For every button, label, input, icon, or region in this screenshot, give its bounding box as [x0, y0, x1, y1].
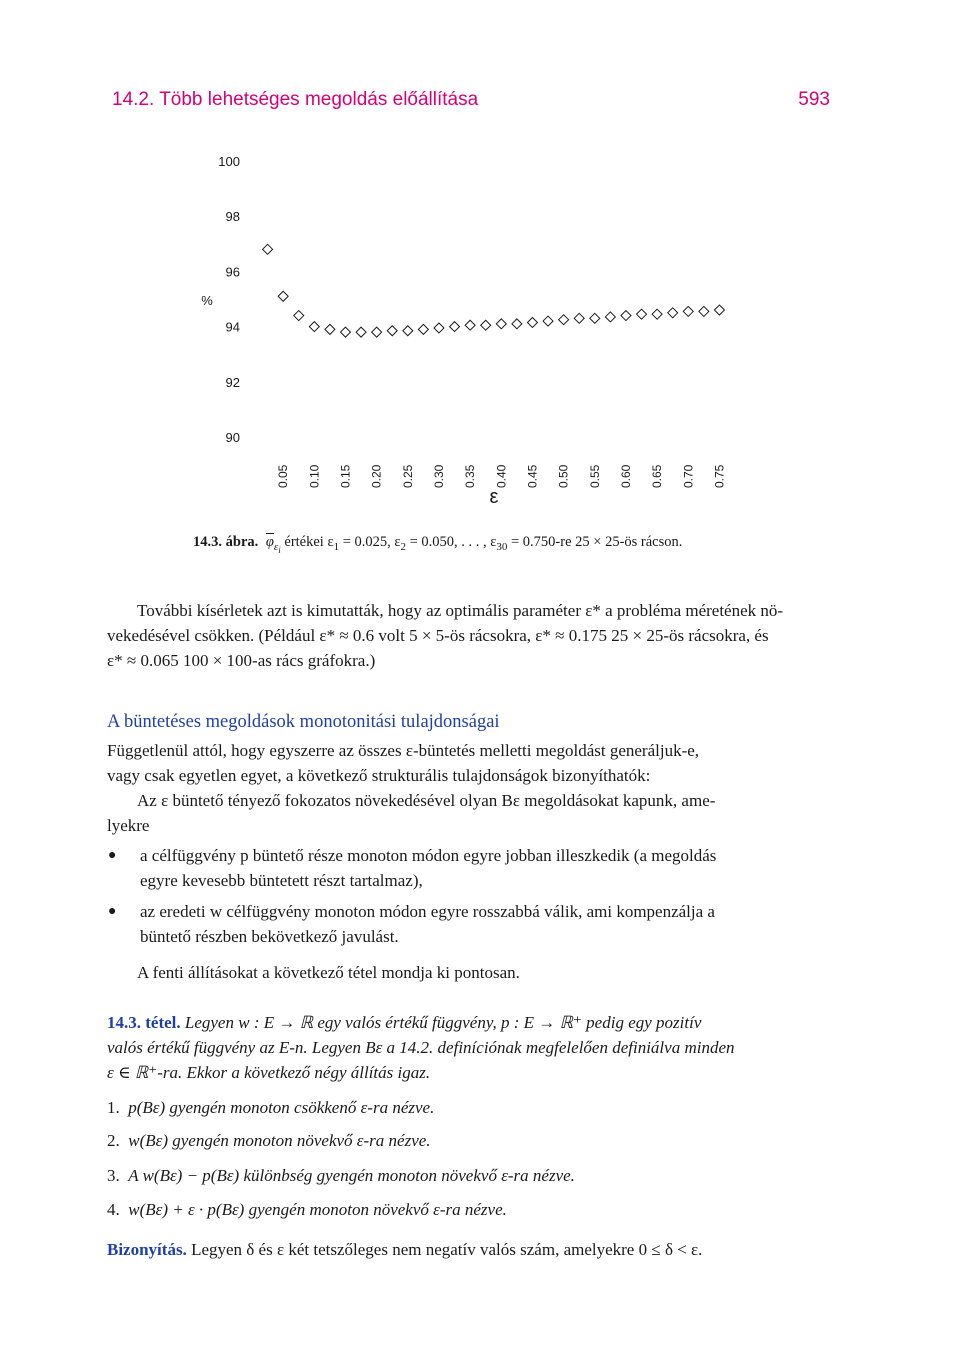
paragraph-further-experiments: [107, 598, 832, 623]
y-tick-label: 98: [225, 209, 240, 225]
data-point-marker: [714, 305, 724, 315]
theorem-label: 14.3. tétel.: [107, 1013, 181, 1032]
x-tick-label: 0.50: [556, 464, 571, 488]
y-tick-label: 100: [218, 154, 240, 169]
y-tick-label: 92: [225, 374, 240, 390]
figure-label: 14.3. ábra.: [193, 534, 259, 550]
data-point-marker: [372, 327, 382, 337]
claim-text: p(Bε) gyengén monoton csökkenő ε-ra nézve.: [128, 1098, 435, 1117]
paragraph2-line: lyekre: [107, 816, 150, 835]
paragraph-theorem-intro: A fenti állításokat a következő tétel mondja ki pontosan.: [137, 963, 520, 982]
data-point-marker: [637, 309, 647, 319]
x-tick-label: 0.20: [369, 464, 384, 488]
x-tick-label: 0.25: [400, 464, 415, 488]
data-point-marker: [356, 327, 366, 337]
x-tick-label: 0.65: [650, 464, 665, 488]
paragraph2-line: Az ε büntető tényező fokozatos növekedésével olyan Bε megoldásokat kapunk, ame-: [137, 791, 716, 810]
claim-item: [107, 1128, 832, 1153]
data-point-marker: [450, 322, 460, 332]
data-point-marker: [512, 319, 522, 329]
x-tick-label: 0.55: [587, 464, 602, 488]
bullet-line: a célfüggvény p büntető része monoton módon egyre jobban illeszkedik (a megoldás: [140, 846, 717, 865]
paragraph1-line: vekedésével csökken. (Például ε* ≈ 0.6 volt 5 × 5-ös rácsokra, ε* ≈ 0.175 25 × 25-ös rácsokra, és: [107, 626, 769, 645]
y-tick-label: 94: [225, 319, 240, 335]
theorem: [107, 1010, 832, 1085]
data-point-marker: [574, 313, 584, 323]
y-tick-label: 90: [225, 430, 240, 445]
data-point-marker: [683, 306, 693, 316]
proof-text: Legyen δ és ε két tetszőleges nem negatív valós szám, amelyekre 0 ≤ δ < ε.: [191, 1240, 703, 1259]
data-point-marker: [403, 326, 413, 336]
data-point-marker: [621, 311, 631, 321]
data-point-marker: [294, 311, 304, 321]
data-point-marker: [559, 315, 569, 325]
paragraph1-line: További kísérletek azt is kimutatták, hogy az optimális paraméter ε* a probléma méretének nö-: [137, 601, 784, 620]
phi-subscript: εi: [273, 540, 281, 556]
bullet-icon: ●: [108, 904, 117, 919]
data-point-marker: [387, 326, 397, 336]
data-point-marker: [605, 312, 615, 322]
x-tick-label: 0.60: [618, 464, 633, 488]
theorem-line: ε ∈ ℝ⁺-ra. Ekkor a következő négy állítás igaz.: [107, 1063, 431, 1082]
claim-item: [107, 1197, 832, 1222]
data-point-marker: [527, 317, 537, 327]
bullet-item: [140, 899, 832, 949]
x-tick-label: 0.05: [276, 464, 291, 488]
data-point-marker: [263, 244, 273, 254]
bullet-icon: ●: [108, 848, 117, 863]
claim-text: w(Bε) gyengén monoton növekvő ε-ra nézve.: [128, 1131, 431, 1150]
x-tick-label: 0.10: [307, 464, 322, 488]
claim-text: w(Bε) + ε · p(Bε) gyengén monoton növekvő ε-ra nézve.: [128, 1200, 507, 1219]
caption-text-b: = 0.025, ε: [339, 534, 401, 550]
x-axis-label: ε: [489, 486, 499, 508]
data-point-marker: [543, 316, 553, 326]
caption-text-c: = 0.050, . . . , ε: [405, 534, 497, 550]
proof: [107, 1237, 832, 1262]
x-tick-label: 0.70: [681, 464, 696, 488]
data-point-marker: [465, 320, 475, 330]
bullet-line: büntető részben bekövetkező javulást.: [140, 927, 399, 946]
running-header-section: 14.2. Több lehetséges megoldás előállítása: [112, 89, 479, 110]
proof-label: Bizonyítás.: [107, 1240, 187, 1259]
claim-number: 1.: [107, 1098, 120, 1117]
theorem-line: valós értékű függvény az E-n. Legyen Bε a 14.2. definíciónak megfelelően definiálva minden: [107, 1038, 735, 1057]
x-tick-label: 0.35: [463, 464, 478, 488]
claim-item: [107, 1095, 832, 1120]
data-point-marker: [699, 306, 709, 316]
caption-sub-1: 1: [333, 540, 340, 553]
y-tick-label: 96: [225, 264, 240, 280]
data-point-marker: [418, 324, 428, 334]
caption-text-d: = 0.750-re 25 × 25-ös rácson.: [507, 534, 683, 550]
data-point-marker: [652, 309, 662, 319]
data-point-marker: [309, 322, 319, 332]
data-point-marker: [434, 323, 444, 333]
page-number: 593: [798, 89, 830, 110]
y-axis-label: %: [201, 293, 213, 308]
x-tick-label: 0.75: [712, 464, 727, 488]
bullet-line: egyre kevesebb büntetett részt tartalmaz),: [140, 871, 423, 890]
section-title: A büntetéses megoldások monotonitási tulajdonságai: [107, 712, 500, 732]
x-tick-label: 0.45: [525, 464, 540, 488]
paragraph-structural: [107, 738, 832, 838]
paragraph2-line: Függetlenül attól, hogy egyszerre az összes ε-büntetés melletti megoldást generáljuk-e,: [107, 741, 700, 760]
x-tick-label: 0.40: [494, 464, 509, 488]
claim-number: 3.: [107, 1166, 120, 1185]
theorem-line: Legyen w : E → ℝ egy valós értékű függvény, p : E → ℝ⁺ pedig egy pozitív: [184, 1013, 702, 1032]
chart: [0, 0, 960, 530]
caption-sub-3: 30: [496, 540, 508, 553]
data-point-marker: [278, 291, 288, 301]
phi-bar-symbol: $\overline{\varphi}$: [265, 534, 274, 550]
data-point-marker: [496, 319, 506, 329]
data-point-marker: [590, 313, 600, 323]
x-tick-label: 0.15: [338, 464, 353, 488]
paragraph1-line: ε* ≈ 0.065 100 × 100-as rács gráfokra.): [107, 651, 376, 670]
bullet-item: [140, 843, 832, 893]
paragraph2-line: vagy csak egyetlen egyet, a következő strukturális tulajdonságok bizonyíthatók:: [107, 766, 651, 785]
claim-item: [107, 1163, 832, 1188]
figure-caption: [193, 534, 682, 555]
claim-number: 4.: [107, 1200, 120, 1219]
claim-number: 2.: [107, 1131, 120, 1150]
data-point-marker: [340, 327, 350, 337]
data-point-marker: [668, 308, 678, 318]
data-point-marker: [481, 320, 491, 330]
claim-text: A w(Bε) − p(Bε) különbség gyengén monoton növekvő ε-ra nézve.: [128, 1166, 575, 1185]
bullet-line: az eredeti w célfüggvény monoton módon egyre rosszabbá válik, ami kompenzálja a: [140, 902, 715, 921]
data-point-marker: [325, 324, 335, 334]
caption-text-a: értékei ε: [284, 534, 334, 550]
caption-sub-2: 2: [400, 540, 406, 553]
x-tick-label: 0.30: [431, 464, 446, 488]
paragraph1-rest: [107, 623, 832, 673]
